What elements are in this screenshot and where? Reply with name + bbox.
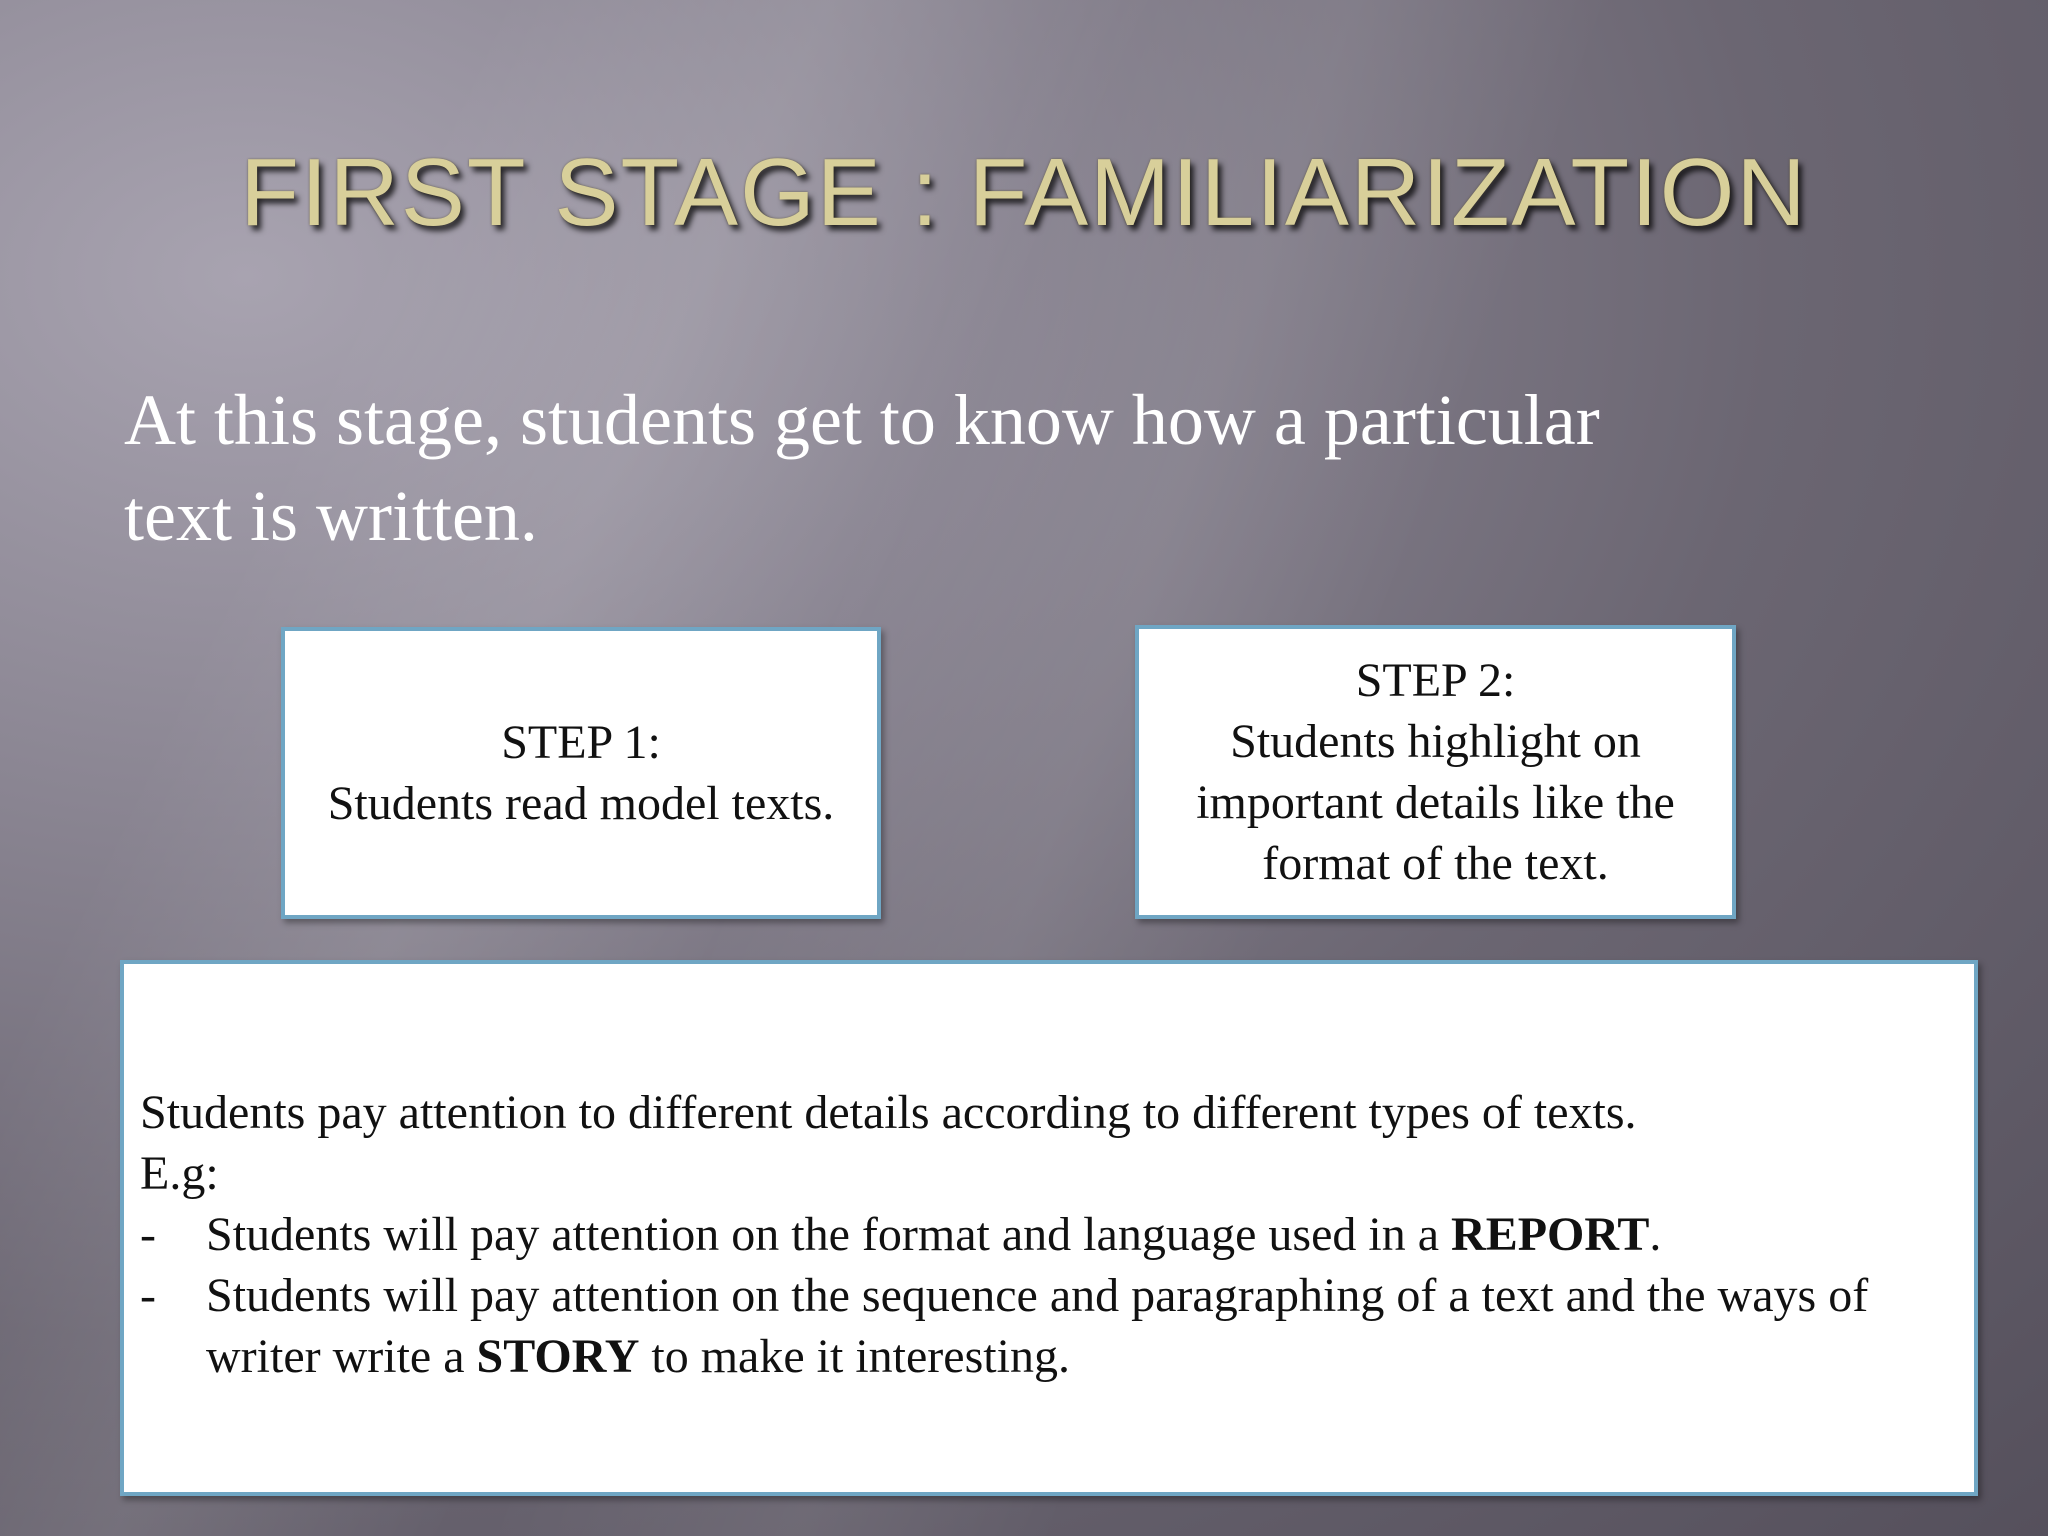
- step-1-box: [281, 627, 881, 919]
- details-box: [120, 960, 1978, 1496]
- slide-title: FIRST STAGE : FAMILIARIZATION: [240, 139, 1808, 246]
- bullet-text-end: .: [1649, 1208, 1662, 1261]
- bullet-dash: -: [140, 1208, 156, 1261]
- bullet-bold: STORY: [476, 1330, 640, 1383]
- bullet-bold: REPORT: [1451, 1208, 1650, 1261]
- step-2-box: [1135, 625, 1736, 919]
- step-2-heading: STEP 2:: [1355, 654, 1516, 707]
- intro-text: At this stage, students get to know how a particular text is written.: [124, 380, 1600, 556]
- details-eg: E.g:: [140, 1147, 219, 1200]
- bullet-text: Students will pay attention on the format and language used in a: [206, 1208, 1452, 1261]
- details-bullet-story: [140, 1265, 1958, 1387]
- bullet-text: Students will pay attention on the sequence and paragraphing of a text and the ways of writer write a: [206, 1269, 1869, 1383]
- bullet-dash: -: [140, 1269, 156, 1322]
- step-2-body: Students highlight on important details like the format of the text.: [1196, 715, 1675, 890]
- step-1-body: Students read model texts.: [327, 777, 835, 830]
- details-bullet-report: [140, 1204, 1958, 1265]
- bullet-text-end: to make it interesting.: [639, 1330, 1070, 1383]
- details-intro: Students pay attention to different details according to different types of texts.: [140, 1086, 1637, 1139]
- step-1-heading: STEP 1:: [501, 716, 661, 769]
